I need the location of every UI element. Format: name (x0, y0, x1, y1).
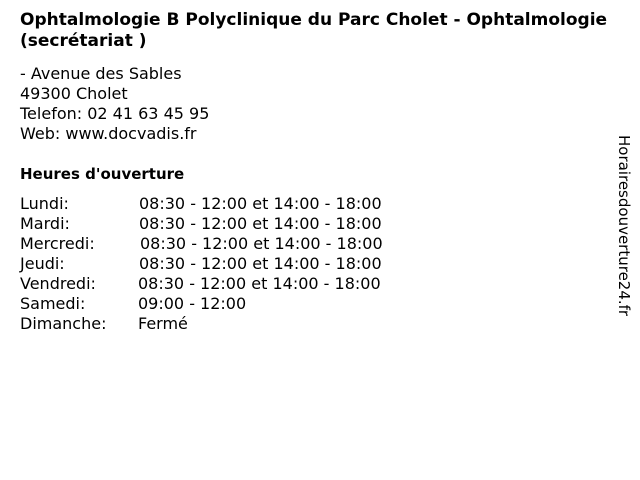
opening-hours-heading: Heures d'ouverture (20, 165, 185, 183)
day-label: Mercredi: (20, 234, 95, 253)
day-label: Samedi: (20, 294, 86, 313)
time-value: 09:00 - 12:00 (138, 294, 247, 313)
day-label: Mardi: (20, 214, 70, 233)
time-value: 08:30 - 12:00 et 14:00 - 18:00 (138, 274, 381, 293)
time-value: 08:30 - 12:00 et 14:00 - 18:00 (139, 194, 382, 213)
day-label: Jeudi: (20, 254, 65, 273)
time-value: 08:30 - 12:00 et 14:00 - 18:00 (139, 254, 382, 273)
business-title: Ophtalmologie B Polyclinique du Parc Cholet - Ophtalmologie (secrétariat ) (20, 10, 608, 51)
time-value: Fermé (138, 314, 188, 333)
phone-number: Telefon: 02 41 63 45 95 (20, 104, 210, 123)
day-label: Lundi: (20, 194, 69, 213)
time-value: 08:30 - 12:00 et 14:00 - 18:00 (140, 234, 383, 253)
city-postal: 49300 Cholet (20, 84, 128, 103)
site-watermark: Horairesdouverture24.fr (615, 135, 633, 317)
address-block (20, 64, 209, 144)
street-address: - Avenue des Sables (20, 64, 182, 83)
day-label: Vendredi: (20, 274, 96, 293)
time-value: 08:30 - 12:00 et 14:00 - 18:00 (139, 214, 382, 233)
website: Web: www.docvadis.fr (20, 124, 197, 143)
day-label: Dimanche: (20, 314, 107, 333)
